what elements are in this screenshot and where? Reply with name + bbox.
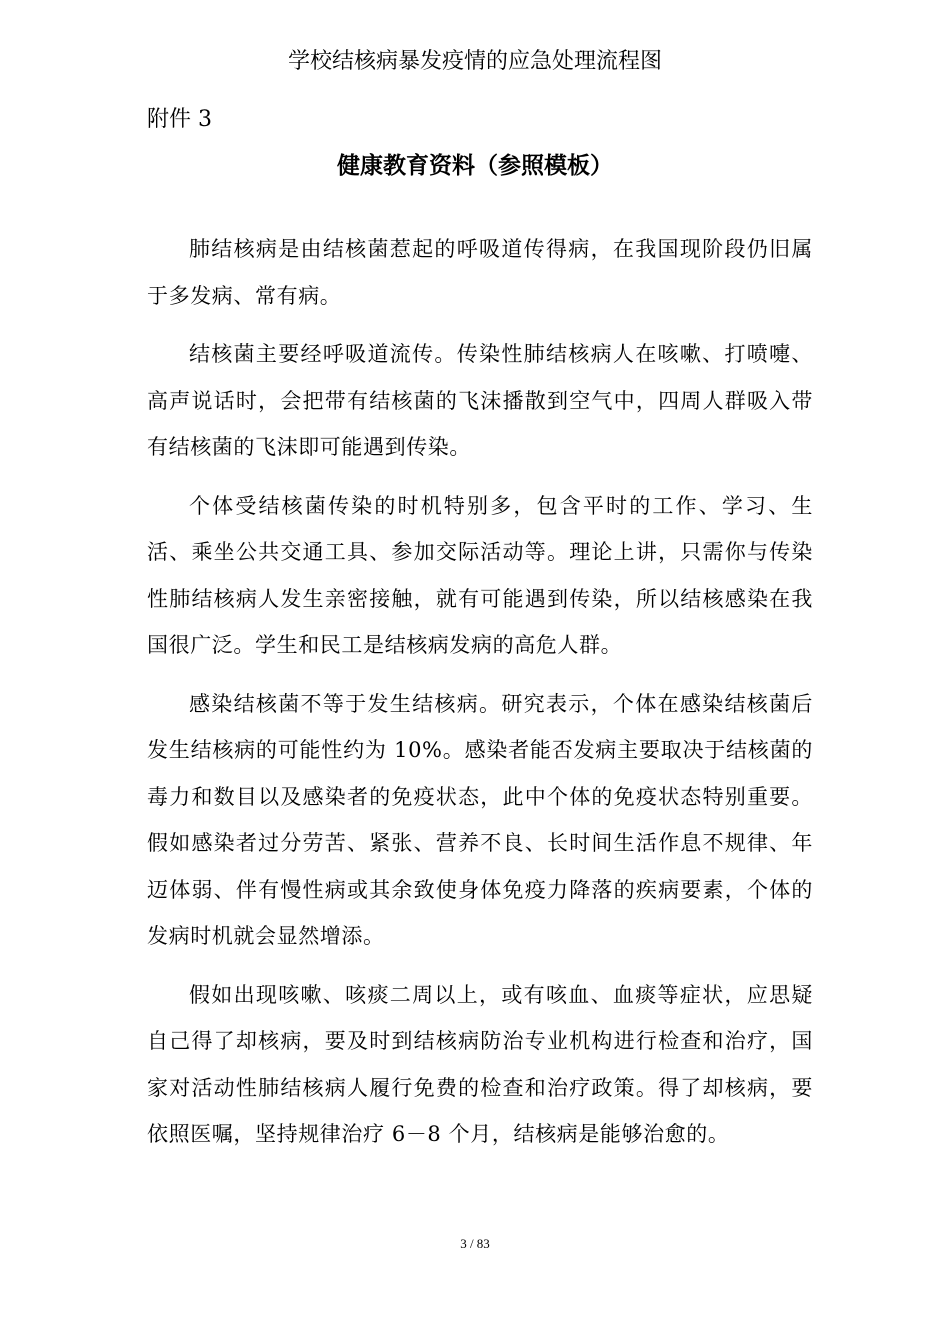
paragraph-4: 感染结核菌不等于发生结核病。研究表示，个体在感染结核菌后发生结核病的可能性约为 10%。感染者能否发病主要取决于结核菌的毒力和数目以及感染者的免疫状态，此中个体的免疫状态特别重要。假如感染者过分劳苦、紧张、营养不良、长时间生活作息不规律、年迈体弱、伴有慢性病或其余致使身体免疫力降落的疾病要素，个体的发病时机就会显然增添。	[147, 691, 813, 948]
running-header-title: 学校结核病暴发疫情的应急处理流程图	[287, 49, 662, 74]
annex-label: 附件 3	[147, 107, 212, 132]
paragraph-3: 个体受结核菌传染的时机特别多，包含平时的工作、学习、生活、乘坐公共交通工具、参加交际活动等。理论上讲，只需你与传染性肺结核病人发生亲密接触，就有可能遇到传染，所以结核感染在我国很广泛。学生和民工是结核病发病的高危人群。	[147, 493, 813, 657]
document-title: 健康教育资料（参照模板）	[337, 153, 613, 179]
paragraph-2: 结核菌主要经呼吸道流传。传染性肺结核病人在咳嗽、打喷嚏、高声说话时，会把带有结核菌的飞沫播散到空气中，四周人群吸入带有结核菌的飞沫即可能遇到传染。	[147, 342, 813, 459]
body-text	[147, 226, 813, 1170]
paragraph-5: 假如出现咳嗽、咳痰二周以上，或有咳血、血痰等症状，应思疑自己得了却核病，要及时到结核病防治专业机构进行检查和治疗，国家对活动性肺结核病人履行免费的检查和治疗政策。得了却核病，要依照医嘱，坚持规律治疗 6－8 个月，结核病是能够治愈的。	[147, 982, 813, 1146]
paragraph-1: 肺结核病是由结核菌惹起的呼吸道传得病，在我国现阶段仍旧属于多发病、常有病。	[147, 237, 813, 308]
page-number: 3 / 83	[460, 1236, 490, 1251]
